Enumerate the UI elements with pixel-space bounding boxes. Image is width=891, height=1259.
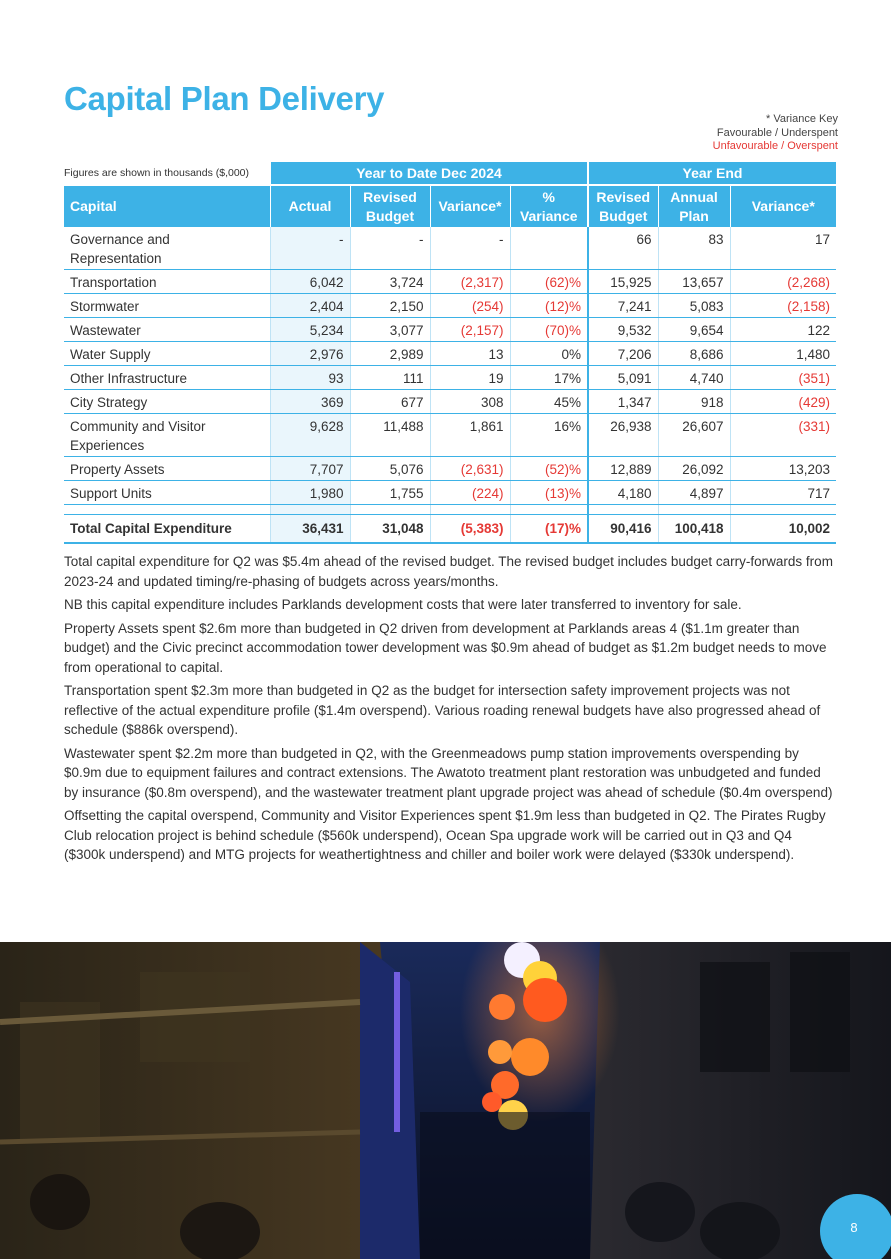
ye-variance-cell: (351) [730, 366, 836, 390]
variance-cell: 308 [430, 390, 510, 414]
table-row [64, 227, 836, 270]
ye-revised-budget-cell: 4,180 [588, 481, 658, 505]
total-pct-variance: (17)% [510, 515, 588, 544]
col-header-annual-plan: Annual Plan [658, 185, 730, 227]
row-label: Governance and Representation [64, 227, 270, 270]
variance-key-unfavourable: Unfavourable / Overspent [712, 140, 838, 152]
row-label: Support Units [64, 481, 270, 505]
col-header-ye-variance: Variance* [730, 185, 836, 227]
ye-variance-cell: 1,480 [730, 342, 836, 366]
page-number: 8 [820, 1194, 891, 1259]
ye-revised-budget-cell: 1,347 [588, 390, 658, 414]
commentary-paragraph: Total capital expenditure for Q2 was $5.4m ahead of the revised budget. The revised budget includes budget carry-forwards from 2023-24 and updated timing/re-phasing of budgets across years/months. [64, 554, 833, 589]
variance-key-favourable: Favourable / Underspent [716, 126, 838, 139]
capital-table [64, 162, 836, 544]
table-row [64, 481, 836, 505]
table-row [64, 342, 836, 366]
ye-variance-cell: (331) [730, 414, 836, 457]
group-header-ytd: Year to Date Dec 2024 [270, 162, 588, 185]
total-ye-revised-budget: 90,416 [588, 515, 658, 544]
laneway-light-installation-photo [0, 942, 891, 1259]
total-label: Total Capital Expenditure [64, 515, 270, 544]
table-row [64, 414, 836, 457]
ye-revised-budget-cell: 5,091 [588, 366, 658, 390]
group-header-year-end: Year End [588, 162, 836, 185]
actual-cell: 1,980 [270, 481, 350, 505]
revised-budget-cell: 11,488 [350, 414, 430, 457]
ye-revised-budget-cell: 15,925 [588, 270, 658, 294]
ye-revised-budget-cell: 9,532 [588, 318, 658, 342]
total-row [64, 515, 836, 544]
col-header-revised-budget: Revised Budget [350, 185, 430, 227]
col-header-variance: Variance* [430, 185, 510, 227]
ye-variance-cell: 717 [730, 481, 836, 505]
actual-cell: 5,234 [270, 318, 350, 342]
variance-cell: (2,631) [430, 457, 510, 481]
annual-plan-cell: 13,657 [658, 270, 730, 294]
annual-plan-cell: 4,897 [658, 481, 730, 505]
annual-plan-cell: 26,607 [658, 414, 730, 457]
revised-budget-cell: 1,755 [350, 481, 430, 505]
variance-cell: - [430, 227, 510, 270]
table-row [64, 366, 836, 390]
ye-variance-cell: 17 [730, 227, 836, 270]
ye-revised-budget-cell: 66 [588, 227, 658, 270]
revised-budget-cell: 2,150 [350, 294, 430, 318]
pct-variance-cell: (12)% [510, 294, 588, 318]
annual-plan-cell: 8,686 [658, 342, 730, 366]
total-actual: 36,431 [270, 515, 350, 544]
revised-budget-cell: 3,077 [350, 318, 430, 342]
pct-variance-cell: 45% [510, 390, 588, 414]
table-row [64, 318, 836, 342]
ye-revised-budget-cell: 7,241 [588, 294, 658, 318]
row-label: Stormwater [64, 294, 270, 318]
ye-variance-cell: (429) [730, 390, 836, 414]
pct-variance-cell: 16% [510, 414, 588, 457]
figures-note: Figures are shown in thousands ($,000) [64, 167, 250, 179]
table-row [64, 390, 836, 414]
commentary-paragraph: Property Assets spent $2.6m more than budgeted in Q2 driven from development at Parklands areas 4 ($1.1m greater than budget) and the Civic precinct accommodation tower development was $0.9m ahead of budget as $1.2m budget needs to move from operational to capital. [64, 620, 827, 675]
revised-budget-cell: - [350, 227, 430, 270]
ye-variance-cell: (2,158) [730, 294, 836, 318]
commentary-paragraph: NB this capital expenditure includes Parklands development costs that were later transferred to inventory for sale. [64, 597, 742, 612]
ye-variance-cell: 13,203 [730, 457, 836, 481]
total-annual-plan: 100,418 [658, 515, 730, 544]
row-label: Property Assets [64, 457, 270, 481]
actual-cell: 93 [270, 366, 350, 390]
commentary [64, 552, 834, 869]
pct-variance-cell: (70)% [510, 318, 588, 342]
table-row [64, 294, 836, 318]
actual-cell: 369 [270, 390, 350, 414]
total-revised-budget: 31,048 [350, 515, 430, 544]
variance-cell: (224) [430, 481, 510, 505]
annual-plan-cell: 83 [658, 227, 730, 270]
row-label: Other Infrastructure [64, 366, 270, 390]
row-label: Community and Visitor Experiences [64, 414, 270, 457]
actual-cell: 2,404 [270, 294, 350, 318]
ye-revised-budget-cell: 12,889 [588, 457, 658, 481]
commentary-paragraph: Offsetting the capital overspend, Community and Visitor Experiences spent $1.9m less than budgeted in Q2. The Pirates Rugby Club relocation project is behind schedule ($560k underspend), Ocean Spa upgrade work will be carried out in Q3 and Q4 ($300k underspend) and MTG projects for weathertightness and chiller and boiler work were delayed ($330k underspend). [64, 808, 826, 862]
table-row [64, 457, 836, 481]
annual-plan-cell: 4,740 [658, 366, 730, 390]
pct-variance-cell: (62)% [510, 270, 588, 294]
commentary-paragraph: Transportation spent $2.3m more than budgeted in Q2 as the budget for intersection safety improvement projects was not reflective of the actual expenditure profile ($1.4m overspend). Various roading renewal budgets have also progressed ahead of schedule ($886k overspend). [64, 683, 821, 737]
revised-budget-cell: 111 [350, 366, 430, 390]
variance-cell: 19 [430, 366, 510, 390]
row-label: Wastewater [64, 318, 270, 342]
ye-revised-budget-cell: 26,938 [588, 414, 658, 457]
total-ye-variance: 10,002 [730, 515, 836, 544]
pct-variance-cell: (13)% [510, 481, 588, 505]
annual-plan-cell: 26,092 [658, 457, 730, 481]
pct-variance-cell: (52)% [510, 457, 588, 481]
annual-plan-cell: 918 [658, 390, 730, 414]
page-title: Capital Plan Delivery [64, 80, 385, 117]
col-header-capital: Capital [64, 185, 270, 227]
revised-budget-cell: 677 [350, 390, 430, 414]
variance-key-heading: * Variance Key [766, 113, 838, 125]
ye-variance-cell: 122 [730, 318, 836, 342]
total-variance: (5,383) [430, 515, 510, 544]
pct-variance-cell [510, 227, 588, 270]
variance-cell: (2,157) [430, 318, 510, 342]
col-header-ye-revised-budget: Revised Budget [588, 185, 658, 227]
actual-cell: 9,628 [270, 414, 350, 457]
variance-cell: 13 [430, 342, 510, 366]
table-row [64, 270, 836, 294]
variance-key [713, 113, 838, 154]
col-header-actual: Actual [270, 185, 350, 227]
variance-cell: (2,317) [430, 270, 510, 294]
variance-cell: 1,861 [430, 414, 510, 457]
revised-budget-cell: 3,724 [350, 270, 430, 294]
actual-cell: 7,707 [270, 457, 350, 481]
actual-cell: - [270, 227, 350, 270]
col-header-pct-variance: % Variance [510, 185, 588, 227]
annual-plan-cell: 9,654 [658, 318, 730, 342]
row-label: Water Supply [64, 342, 270, 366]
pct-variance-cell: 17% [510, 366, 588, 390]
revised-budget-cell: 5,076 [350, 457, 430, 481]
commentary-paragraph: Wastewater spent $2.2m more than budgeted in Q2, with the Greenmeadows pump station improvements overspending by $0.9m due to equipment failures and contract extensions. The Awatoto treatment plant restoration was unbudgeted and funded by insurance ($0.8m overspend), and the wastewater treatment plant upgrade project was ahead of schedule ($0.4m overspend) [64, 745, 833, 800]
revised-budget-cell: 2,989 [350, 342, 430, 366]
pct-variance-cell: 0% [510, 342, 588, 366]
actual-cell: 6,042 [270, 270, 350, 294]
actual-cell: 2,976 [270, 342, 350, 366]
row-label: City Strategy [64, 390, 270, 414]
row-label: Transportation [64, 270, 270, 294]
ye-variance-cell: (2,268) [730, 270, 836, 294]
annual-plan-cell: 5,083 [658, 294, 730, 318]
ye-revised-budget-cell: 7,206 [588, 342, 658, 366]
variance-cell: (254) [430, 294, 510, 318]
spacer-row [64, 505, 836, 515]
